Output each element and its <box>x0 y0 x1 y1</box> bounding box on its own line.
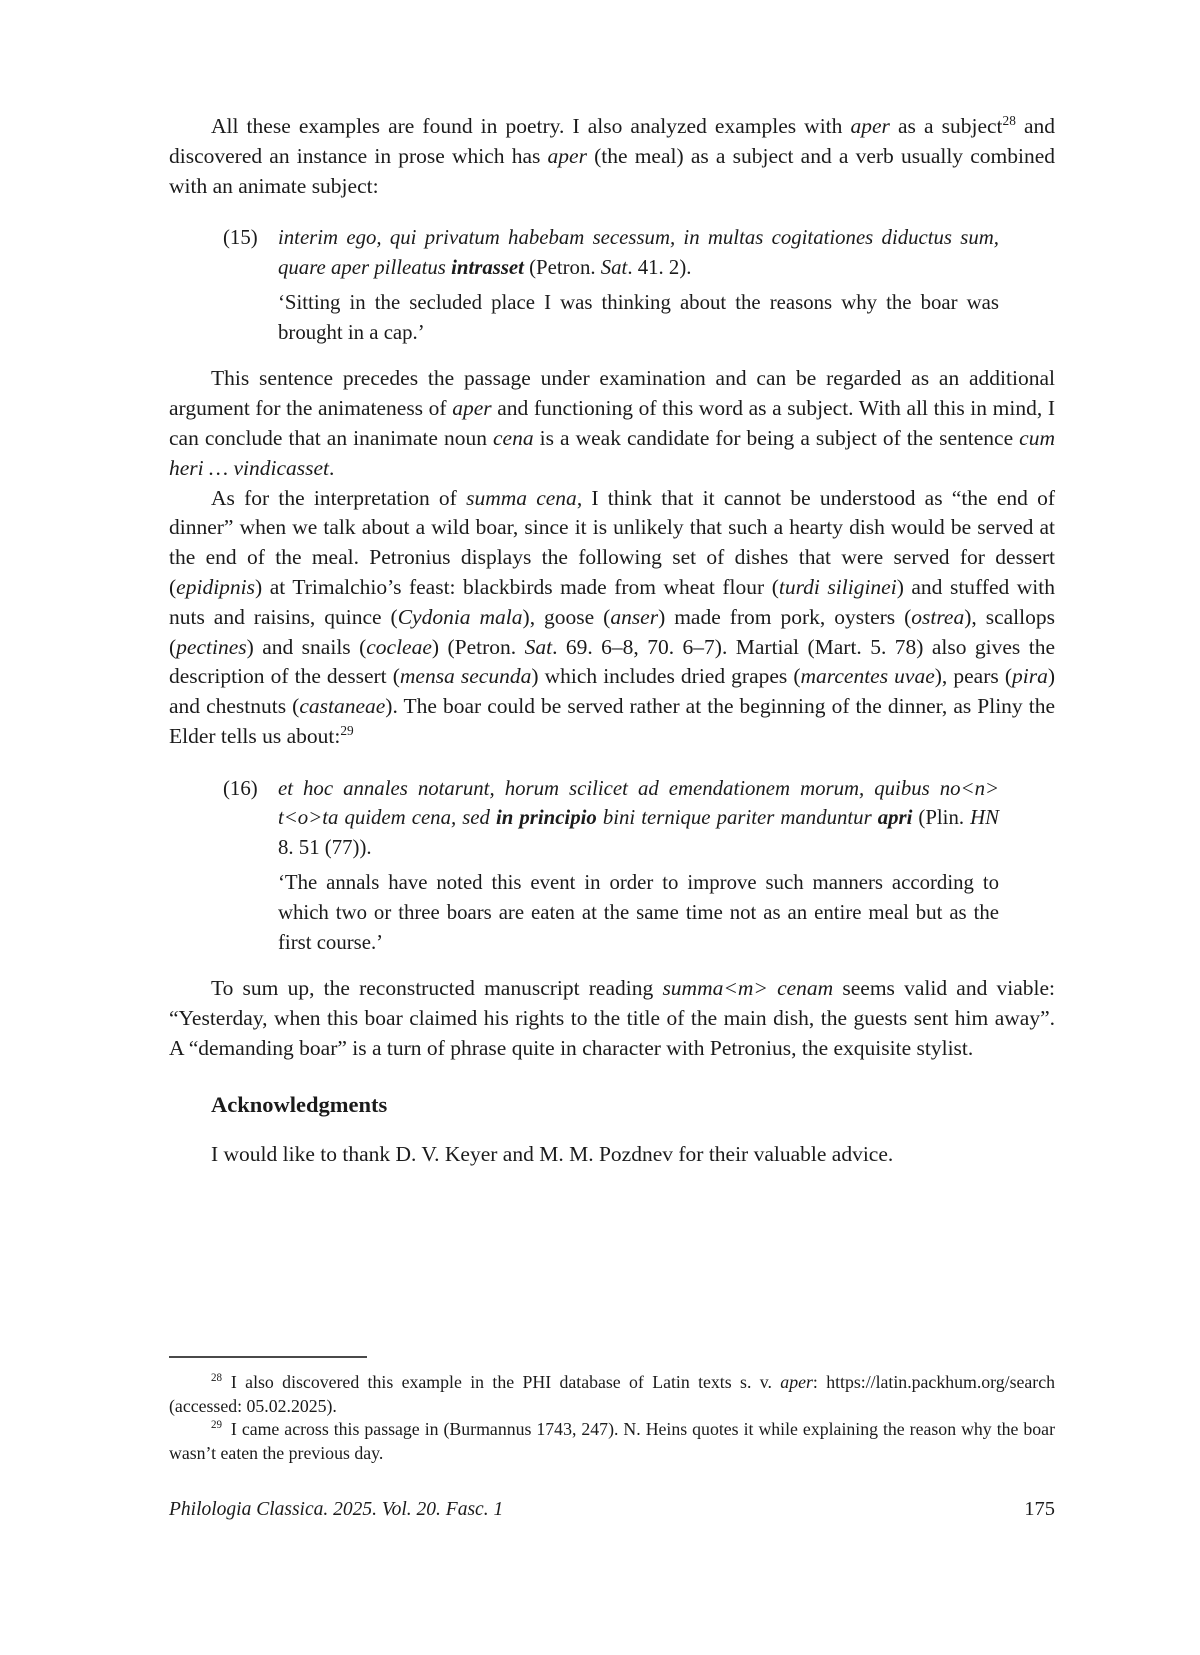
text-run: ) and stuffed with nuts and raisins, quince ( <box>169 574 1056 629</box>
example-block <box>223 223 999 348</box>
text-run: (Petron. <box>523 255 601 279</box>
text-run: marcentes uvae <box>800 664 935 689</box>
footnotes-section <box>169 1356 1055 1465</box>
paragraph <box>169 1140 1055 1170</box>
text-run: . 41. 2). <box>627 255 692 279</box>
text-run: and discovered an instance in prose which has <box>169 114 1055 168</box>
text-run: turdi siliginei <box>778 574 897 599</box>
paragraph <box>169 364 1055 483</box>
text-run: As for the interpretation of <box>211 485 467 510</box>
text-run: mensa secunda <box>399 664 532 689</box>
paragraph <box>169 974 1055 1063</box>
text-run: aper <box>452 396 492 421</box>
text-run: et hoc annales notarunt, horum scilicet ad emendationem morum, quibus no<n> t<o>ta quidem cena, sed <box>278 776 999 830</box>
text-run: seems valid and viable: “Yesterday, when this boar claimed his rights to the title of the main dish, the guests sent him away”. A “demanding boar” is a turn of phrase quite in character with Petronius, the exquisite stylist. <box>169 976 1056 1060</box>
text-run: intrasset <box>451 255 524 279</box>
text-run: ) (Petron. <box>431 634 525 659</box>
text-run: castaneae <box>299 694 386 719</box>
text-run: This sentence precedes the passage under examination and can be regarded as an additional argument for the animateness of <box>169 366 1055 421</box>
text-run: ) which includes dried grapes ( <box>531 664 801 689</box>
text-run: cena <box>493 425 534 450</box>
text-run: I came across this passage in (Burmannus 1743, 247). N. Heins quotes it while explaining the reason why the boar wasn’t eaten the previous day. <box>169 1419 1055 1463</box>
text-run: ) made from pork, oysters ( <box>658 604 912 629</box>
text-run: . <box>329 455 335 480</box>
text-run: ) at Trimalchio’s feast: blackbirds made from wheat flour ( <box>255 574 779 599</box>
footnote <box>169 1371 1055 1418</box>
example-translation <box>278 288 999 348</box>
text-run: ‘Sitting in the secluded place I was thinking about the reasons why the boar was brought in a cap.’ <box>278 291 999 345</box>
text-run: cum heri … vindicasset <box>169 425 1055 480</box>
example-latin-row <box>223 223 999 282</box>
text-run: interim ego, qui privatum habebam secessum, in multas cogitationes diductus sum, quare aper pilleatus <box>278 226 999 279</box>
footnote-reference: 29 <box>340 722 354 738</box>
text-run: (Plin. <box>912 806 971 830</box>
article-body <box>169 112 1055 1169</box>
text-run: ), scallops ( <box>169 604 1055 659</box>
page-number: 175 <box>1024 1498 1055 1520</box>
text-run: pira <box>1011 664 1048 689</box>
text-run: I would like to thank D. V. Keyer and M. M. Pozdnev for their valuable advice. <box>211 1141 894 1166</box>
text-run: Sat <box>600 255 628 279</box>
example-latin-row <box>223 774 999 863</box>
text-run: , I think that it cannot be understood as “the end of dinner” when we talk about a wild boar, since it is unlikely that such a hearty dish would be served at the end of the meal. Petronius displays the following set of dishes that were served for dessert ( <box>169 485 1056 599</box>
text-run: ) and snails ( <box>246 634 367 659</box>
footnote-marker: 28 <box>211 1372 223 1385</box>
text-run: ‘The annals have noted this event in order to improve such manners according to which two or three boars are eaten at the same time not as an entire meal but as the first course.’ <box>278 871 999 955</box>
footnotes-list <box>169 1371 1055 1465</box>
text-run: as a subject <box>889 114 1003 138</box>
text-run: Cydonia mala <box>397 604 523 629</box>
example-number: (16) <box>223 776 258 800</box>
text-run: 8. 51 (77)). <box>278 835 372 859</box>
text-run: aper <box>547 143 587 168</box>
text-run: summa<m> cenam <box>662 976 834 1001</box>
text-run: pectines <box>176 634 247 659</box>
text-run: HN <box>970 806 999 830</box>
journal-citation: Philologia Classica. 2025. Vol. 20. Fasc. 1 <box>169 1499 504 1520</box>
page-footer <box>169 1498 1055 1521</box>
example-latin-text <box>278 774 999 863</box>
text-run: aper <box>850 114 890 138</box>
footnote <box>169 1418 1055 1465</box>
text-run: in principio <box>495 806 597 830</box>
text-run: (the meal) as a subject and a verb usually combined with an animate subject: <box>169 143 1056 198</box>
section-heading: Acknowledgments <box>211 1091 388 1117</box>
example-number: (15) <box>223 226 258 250</box>
paragraph <box>169 112 1055 201</box>
text-run: I also discovered this example in the PHI database of Latin texts s. v. <box>230 1372 781 1392</box>
text-run: apri <box>877 806 913 830</box>
text-run: ). The boar could be served rather at the beginning of the dinner, as Pliny the Elder tells us about: <box>169 694 1055 748</box>
text-run: cocleae <box>366 634 432 659</box>
text-run: All these examples are found in poetry. I also analyzed examples with <box>211 114 851 138</box>
text-run: and functioning of this word as a subject. With all this in mind, I can conclude that an inanimate noun <box>169 396 1055 450</box>
paragraph <box>169 484 1055 752</box>
text-run: ostrea <box>911 604 965 629</box>
text-run: Sat <box>524 634 553 659</box>
example-translation <box>278 868 999 958</box>
text-run: ), goose ( <box>522 604 611 629</box>
footnote-marker: 29 <box>211 1419 223 1432</box>
footnote-separator <box>169 1356 367 1358</box>
text-run: bini ternique pariter manduntur <box>596 806 878 830</box>
text-run: : https://latin.packhum.org/search (accessed: 05.02.2025). <box>169 1372 1055 1416</box>
text-run: aper <box>780 1372 813 1392</box>
text-run: epidipnis <box>176 574 256 599</box>
text-run: summa cena <box>466 485 577 510</box>
example-latin-text <box>278 223 999 282</box>
text-run: ) and chestnuts ( <box>169 664 1055 719</box>
footnote-reference: 28 <box>1002 112 1016 128</box>
text-run: To sum up, the reconstructed manuscript reading <box>211 976 663 1001</box>
text-run: is a weak candidate for being a subject of the sentence <box>533 425 1020 450</box>
text-run: . 69. 6–8, 70. 6–7). Martial (Mart. 5. 78) also gives the description of the dessert ( <box>169 634 1055 689</box>
text-run: anser <box>610 604 659 629</box>
example-block <box>223 774 999 959</box>
text-run: ), pears ( <box>934 664 1012 689</box>
